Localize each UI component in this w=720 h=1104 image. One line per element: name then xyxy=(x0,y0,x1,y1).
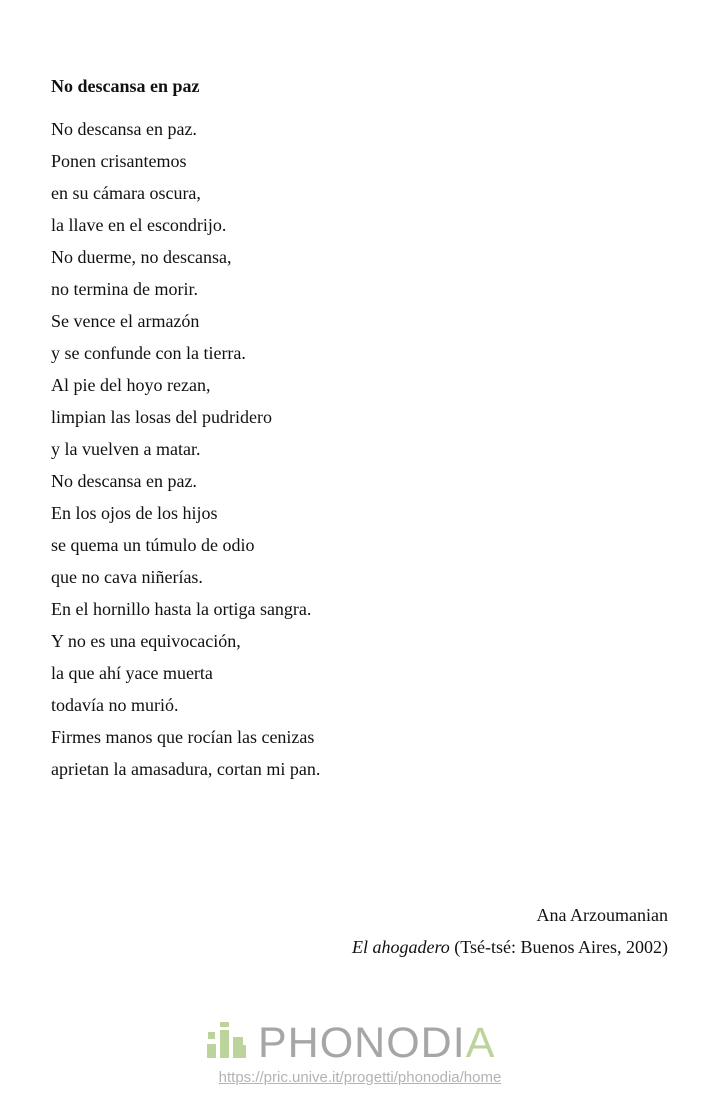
poem-line: Ponen crisantemos xyxy=(51,151,187,171)
poem-line: no termina de morir. xyxy=(51,279,198,299)
bar-chart-icon xyxy=(207,1022,246,1058)
poem-line: Firmes manos que rocían las cenizas xyxy=(51,727,315,747)
attribution xyxy=(352,899,668,963)
project-url-link[interactable]: https://pric.unive.it/progetti/phonodia/home xyxy=(218,1069,502,1086)
phonodia-logo xyxy=(0,1018,720,1064)
poem-line: Se vence el armazón xyxy=(51,311,200,331)
poem-body xyxy=(51,117,320,789)
poem-title: No descansa en paz xyxy=(51,76,200,96)
poem-line: la que ahí yace muerta xyxy=(51,663,213,683)
poem-line: y la vuelven a matar. xyxy=(51,439,201,459)
poem-line: la llave en el escondrijo. xyxy=(51,215,227,235)
poem-line: No duerme, no descansa, xyxy=(51,247,232,267)
poem-line: No descansa en paz. xyxy=(51,471,197,491)
poem-line: Al pie del hoyo rezan, xyxy=(51,375,211,395)
poem-line: en su cámara oscura, xyxy=(51,183,201,203)
poem-line: No descansa en paz. xyxy=(51,119,197,139)
poem-line: En el hornillo hasta la ortiga sangra. xyxy=(51,599,312,619)
poem-line: En los ojos de los hijos xyxy=(51,503,218,523)
poem-line: y se confunde con la tierra. xyxy=(51,343,246,363)
source-citation xyxy=(352,931,668,963)
poem-line: todavía no murió. xyxy=(51,695,179,715)
poem-line: Y no es una equivocación, xyxy=(51,631,241,651)
poem-line: se quema un túmulo de odio xyxy=(51,535,255,555)
logo-text-accent: A xyxy=(465,1019,496,1064)
author-name: Ana Arzoumanian xyxy=(536,905,668,925)
publication-info: (Tsé-tsé: Buenos Aires, 2002) xyxy=(449,937,668,957)
poem-line: que no cava niñerías. xyxy=(51,567,203,587)
book-title: El ahogadero xyxy=(351,937,450,957)
logo-text-main: PHONODI xyxy=(258,1019,466,1064)
poem-line: limpian las losas del pudridero xyxy=(51,407,272,427)
logo-wordmark xyxy=(258,1019,495,1064)
poem-line: aprietan la amasadura, cortan mi pan. xyxy=(51,759,321,779)
